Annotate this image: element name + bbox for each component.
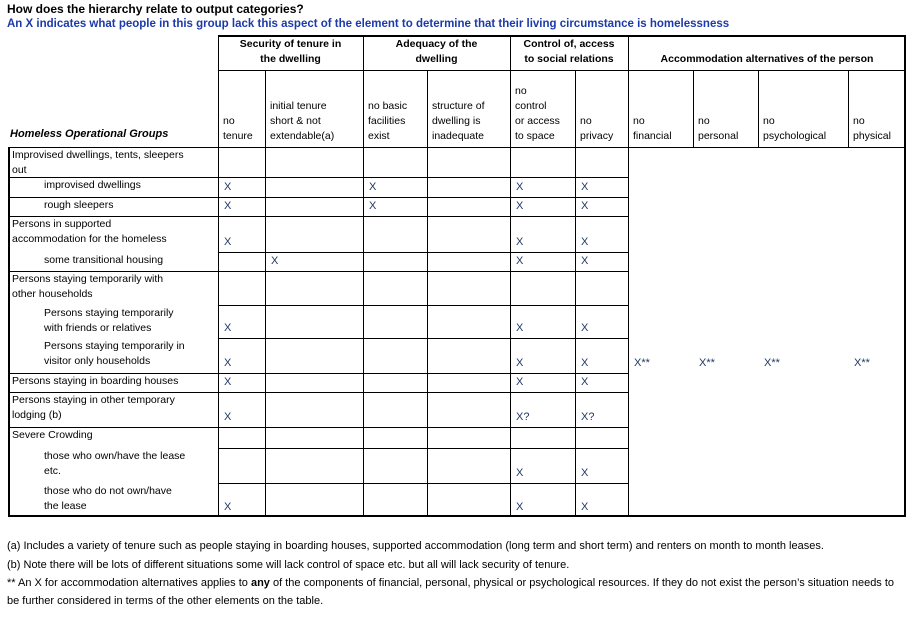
column-header-basic: no basic facilities exist [368, 100, 408, 142]
row-label: those who do not own/have the lease [44, 485, 172, 512]
x-mark-psychological: X** [764, 357, 780, 369]
x-mark-privacy: X [581, 501, 589, 513]
homelessness-matrix-table [8, 35, 908, 519]
row-label: Persons staying in boarding houses [12, 375, 179, 387]
column-header-personal: no personal [698, 115, 739, 142]
x-mark-physical: X** [854, 357, 870, 369]
group-header: Control of, access to social relations [523, 38, 615, 65]
x-mark-privacy: X [581, 467, 589, 479]
column-header-control: no control or access to space [515, 85, 560, 142]
x-mark-control: X [516, 501, 524, 513]
x-mark-basic: X [369, 181, 377, 193]
page-subtitle: An X indicates what people in this group lack this aspect of the element to determine that their living circumstance is homelessness [7, 18, 730, 30]
footnotes [7, 538, 906, 611]
x-mark-tenure: X [224, 376, 232, 388]
x-mark-privacy: X [581, 200, 589, 212]
x-mark-tenure: X [224, 200, 232, 212]
x-mark-tenure: X [224, 501, 232, 513]
column-header-structure: structure of dwelling is inadequate [432, 100, 485, 142]
x-mark-tenure: X [224, 411, 232, 423]
x-mark-privacy: X [581, 181, 589, 193]
x-mark-control: X [516, 255, 524, 267]
x-mark-control: X [516, 181, 524, 193]
column-header-privacy: no privacy [580, 115, 614, 142]
row-label: rough sleepers [44, 199, 114, 211]
row-label: some transitional housing [44, 254, 164, 266]
x-mark-personal: X** [699, 357, 715, 369]
x-mark-tenure: X [224, 322, 232, 334]
x-mark-control: X? [516, 411, 530, 423]
row-label: Persons staying temporarily with friends or relatives [44, 307, 174, 334]
x-mark-privacy: X [581, 376, 589, 388]
row-label: improvised dwellings [44, 179, 141, 191]
column-header-initial: initial tenure short & not extendable(a) [270, 100, 335, 142]
row-label: Severe Crowding [12, 429, 93, 441]
column-header-psychological: no psychological [763, 115, 827, 142]
x-mark-initial: X [271, 255, 279, 267]
x-mark-privacy: X [581, 255, 589, 267]
x-mark-privacy: X [581, 357, 589, 369]
x-mark-privacy: X [581, 322, 589, 334]
row-label: those who own/have the lease etc. [44, 450, 186, 477]
x-mark-privacy: X? [581, 411, 595, 423]
group-header: Adequacy of the dwelling [395, 38, 478, 65]
row-label: Persons staying temporarily with other households [12, 273, 164, 300]
footnote-double-asterisk: ** An X for accommodation alternatives applies to any of the components of financial, personal, physical or psychological resources. If they do not exist the person’s situation needs to be further considered in terms of the other elements on the table. [7, 577, 895, 607]
group-header: Accommodation alternatives of the person [660, 53, 874, 65]
x-mark-basic: X [369, 200, 377, 212]
column-header-physical: no physical [853, 115, 891, 142]
x-mark-control: X [516, 322, 524, 334]
x-mark-control: X [516, 357, 524, 369]
footnote-a: (a) Includes a variety of tenure such as people staying in boarding houses, supported accommodation (long term and short term) and renters on month to month leases. [7, 540, 824, 552]
x-mark-tenure: X [224, 181, 232, 193]
group-header: Security of tenure in the dwelling [239, 38, 342, 65]
column-header-tenure: no tenure [223, 115, 253, 142]
row-label: Persons in supported accommodation for the homeless [12, 218, 167, 245]
x-mark-control: X [516, 200, 524, 212]
row-label: Persons staying in other temporary lodging (b) [12, 394, 175, 421]
x-mark-control: X [516, 376, 524, 388]
row-header-title: Homeless Operational Groups [10, 128, 169, 140]
column-header-financial: no financial [633, 115, 672, 142]
footnote-b: (b) Note there will be lots of different situations some will lack control of space etc. but all will lack security of tenure. [7, 558, 570, 571]
x-mark-privacy: X [581, 236, 589, 248]
page-title: How does the hierarchy relate to output categories? [7, 2, 304, 16]
row-label: Improvised dwellings, tents, sleepers out [12, 149, 184, 176]
row-label: Persons staying temporarily in visitor only households [44, 340, 185, 367]
x-mark-tenure: X [224, 236, 232, 248]
x-mark-control: X [516, 236, 524, 248]
x-mark-control: X [516, 467, 524, 479]
x-mark-financial: X** [634, 357, 650, 369]
x-mark-tenure: X [224, 357, 232, 369]
